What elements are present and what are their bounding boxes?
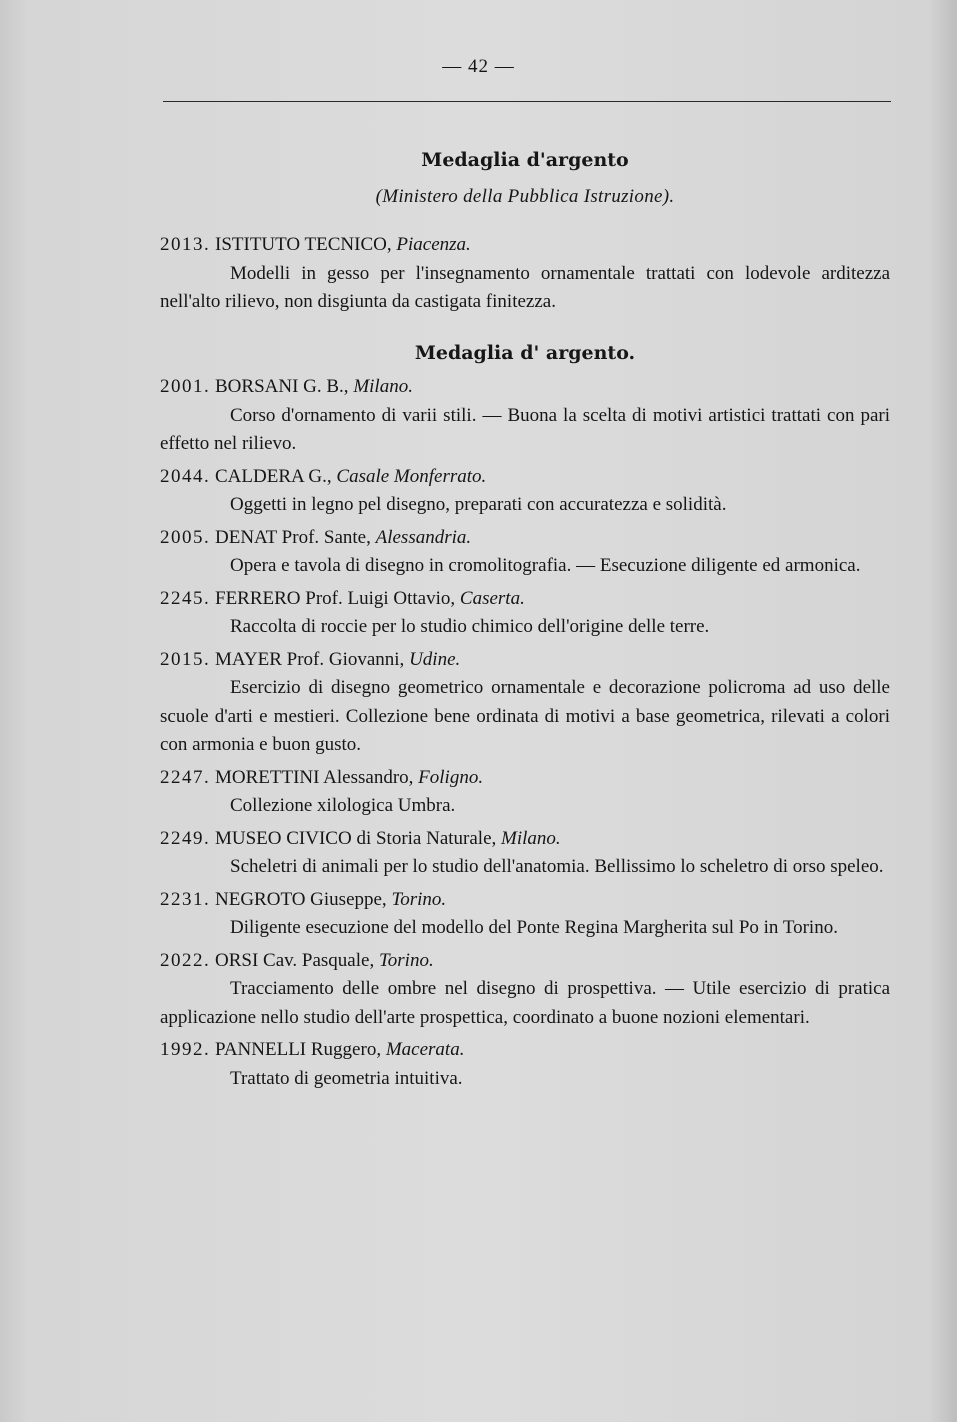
entry-list-1	[160, 231, 890, 317]
list-item	[160, 947, 890, 1033]
page-number: — 42 —	[442, 56, 515, 77]
entry-description: Raccolta di roccie per lo studio chimico dell'origine delle terre.	[230, 616, 710, 637]
section-subheading: (Ministero della Pubblica Istruzione).	[375, 185, 675, 207]
exhibitor-name: DENAT Prof. Sante,	[215, 526, 371, 548]
exhibitor-name: MORETTINI Alessandro,	[215, 766, 414, 788]
entry-heading	[160, 585, 890, 614]
entry-number: 2249.	[160, 827, 211, 849]
exhibitor-name: ISTITUTO TECNICO,	[215, 234, 392, 255]
list-item	[160, 373, 890, 459]
list-item	[160, 646, 890, 760]
entry-description: Diligente esecuzione del modello del Ponte Regina Margherita sul Po in Torino.	[230, 917, 838, 938]
list-item	[160, 764, 890, 821]
header-rule	[163, 101, 891, 102]
entry-list-2	[160, 373, 890, 1093]
entry-number: 2245.	[160, 587, 211, 609]
list-item	[160, 825, 890, 882]
entry-heading	[160, 231, 890, 260]
entry-description: Oggetti in legno pel disegno, preparati con accuratezza e solidità.	[230, 494, 727, 515]
entry-heading	[160, 463, 890, 492]
page-body	[160, 146, 890, 1097]
entry-description: Esercizio di disegno geometrico ornamentale e decorazione policroma ad uso delle scuole d'arti e mestieri. Collezione bene ordinata di motivi a base geometrica, rilevati a colori con armonia e buon gusto.	[160, 677, 890, 755]
entry-number: 2013.	[160, 234, 211, 255]
exhibitor-name: NEGROTO Giuseppe,	[215, 888, 387, 910]
section-heading-2: Medaglia d' argento.	[414, 341, 636, 364]
exhibitor-place: Piacenza.	[396, 234, 471, 255]
exhibitor-place: Torino.	[378, 949, 434, 971]
entry-description: Trattato di geometria intuitiva.	[230, 1067, 463, 1089]
entry-description: Tracciamento delle ombre nel disegno di prospettiva. — Utile esercizio di pratica applicazione nello studio dell'arte prospettica, coordinato a buone nozioni elementari.	[160, 978, 890, 1028]
entry-description: Opera e tavola di disegno in cromolitografia. — Esecuzione diligente ed armonica.	[230, 555, 861, 576]
exhibitor-place: Foligno.	[418, 766, 484, 788]
entry-number: 2001.	[160, 376, 211, 397]
list-item	[160, 585, 890, 642]
entry-number: 2247.	[160, 766, 211, 788]
entry-number: 2005.	[160, 526, 211, 548]
exhibitor-place: Milano.	[353, 376, 413, 397]
entry-number: 2044.	[160, 465, 211, 487]
entry-heading	[160, 1036, 890, 1065]
exhibitor-name: MAYER Prof. Giovanni,	[215, 648, 405, 670]
entry-heading	[160, 646, 890, 675]
exhibitor-place: Torino.	[391, 888, 447, 910]
exhibitor-place: Macerata.	[385, 1039, 465, 1060]
list-item	[160, 463, 890, 520]
exhibitor-name: PANNELLI Ruggero,	[215, 1039, 382, 1060]
entry-number: 2022.	[160, 949, 211, 971]
exhibitor-place: Alessandria.	[375, 526, 472, 548]
exhibitor-name: MUSEO CIVICO di Storia Naturale,	[215, 827, 497, 849]
exhibitor-name: BORSANI G. B.,	[215, 376, 349, 397]
entry-heading	[160, 886, 890, 915]
entry-number: 1992.	[160, 1039, 211, 1060]
exhibitor-place: Udine.	[409, 648, 461, 670]
exhibitor-name: FERRERO Prof. Luigi Ottavio,	[215, 587, 456, 609]
entry-heading	[160, 524, 890, 553]
entry-heading	[160, 947, 890, 976]
list-item	[160, 524, 890, 581]
entry-description: Corso d'ornamento di varii stili. — Buona la scelta di motivi artistici trattati con pari effetto nel rilievo.	[160, 404, 890, 454]
entry-description: Scheletri di animali per lo studio dell'anatomia. Bellissimo lo scheletro di orso speleo.	[230, 856, 884, 877]
entry-heading	[160, 764, 890, 793]
exhibitor-place: Milano.	[501, 827, 561, 849]
exhibitor-place: Casale Monferrato.	[336, 465, 487, 487]
exhibitor-name: ORSI Cav. Pasquale,	[215, 949, 375, 971]
entry-description: Modelli in gesso per l'insegnamento ornamentale trattati con lodevole arditezza nell'alto rilievo, non disgiunta da castigata finitezza.	[160, 262, 890, 312]
exhibitor-place: Caserta.	[459, 587, 525, 609]
list-item	[160, 231, 890, 317]
entry-number: 2015.	[160, 648, 211, 670]
list-item	[160, 886, 890, 943]
entry-heading	[160, 825, 890, 854]
section-heading: Medaglia d'argento	[421, 149, 629, 171]
entry-heading	[160, 373, 890, 402]
entry-number: 2231.	[160, 888, 211, 910]
exhibitor-name: CALDERA G.,	[215, 465, 332, 487]
list-item	[160, 1036, 890, 1093]
entry-description: Collezione xilologica Umbra.	[230, 795, 456, 816]
